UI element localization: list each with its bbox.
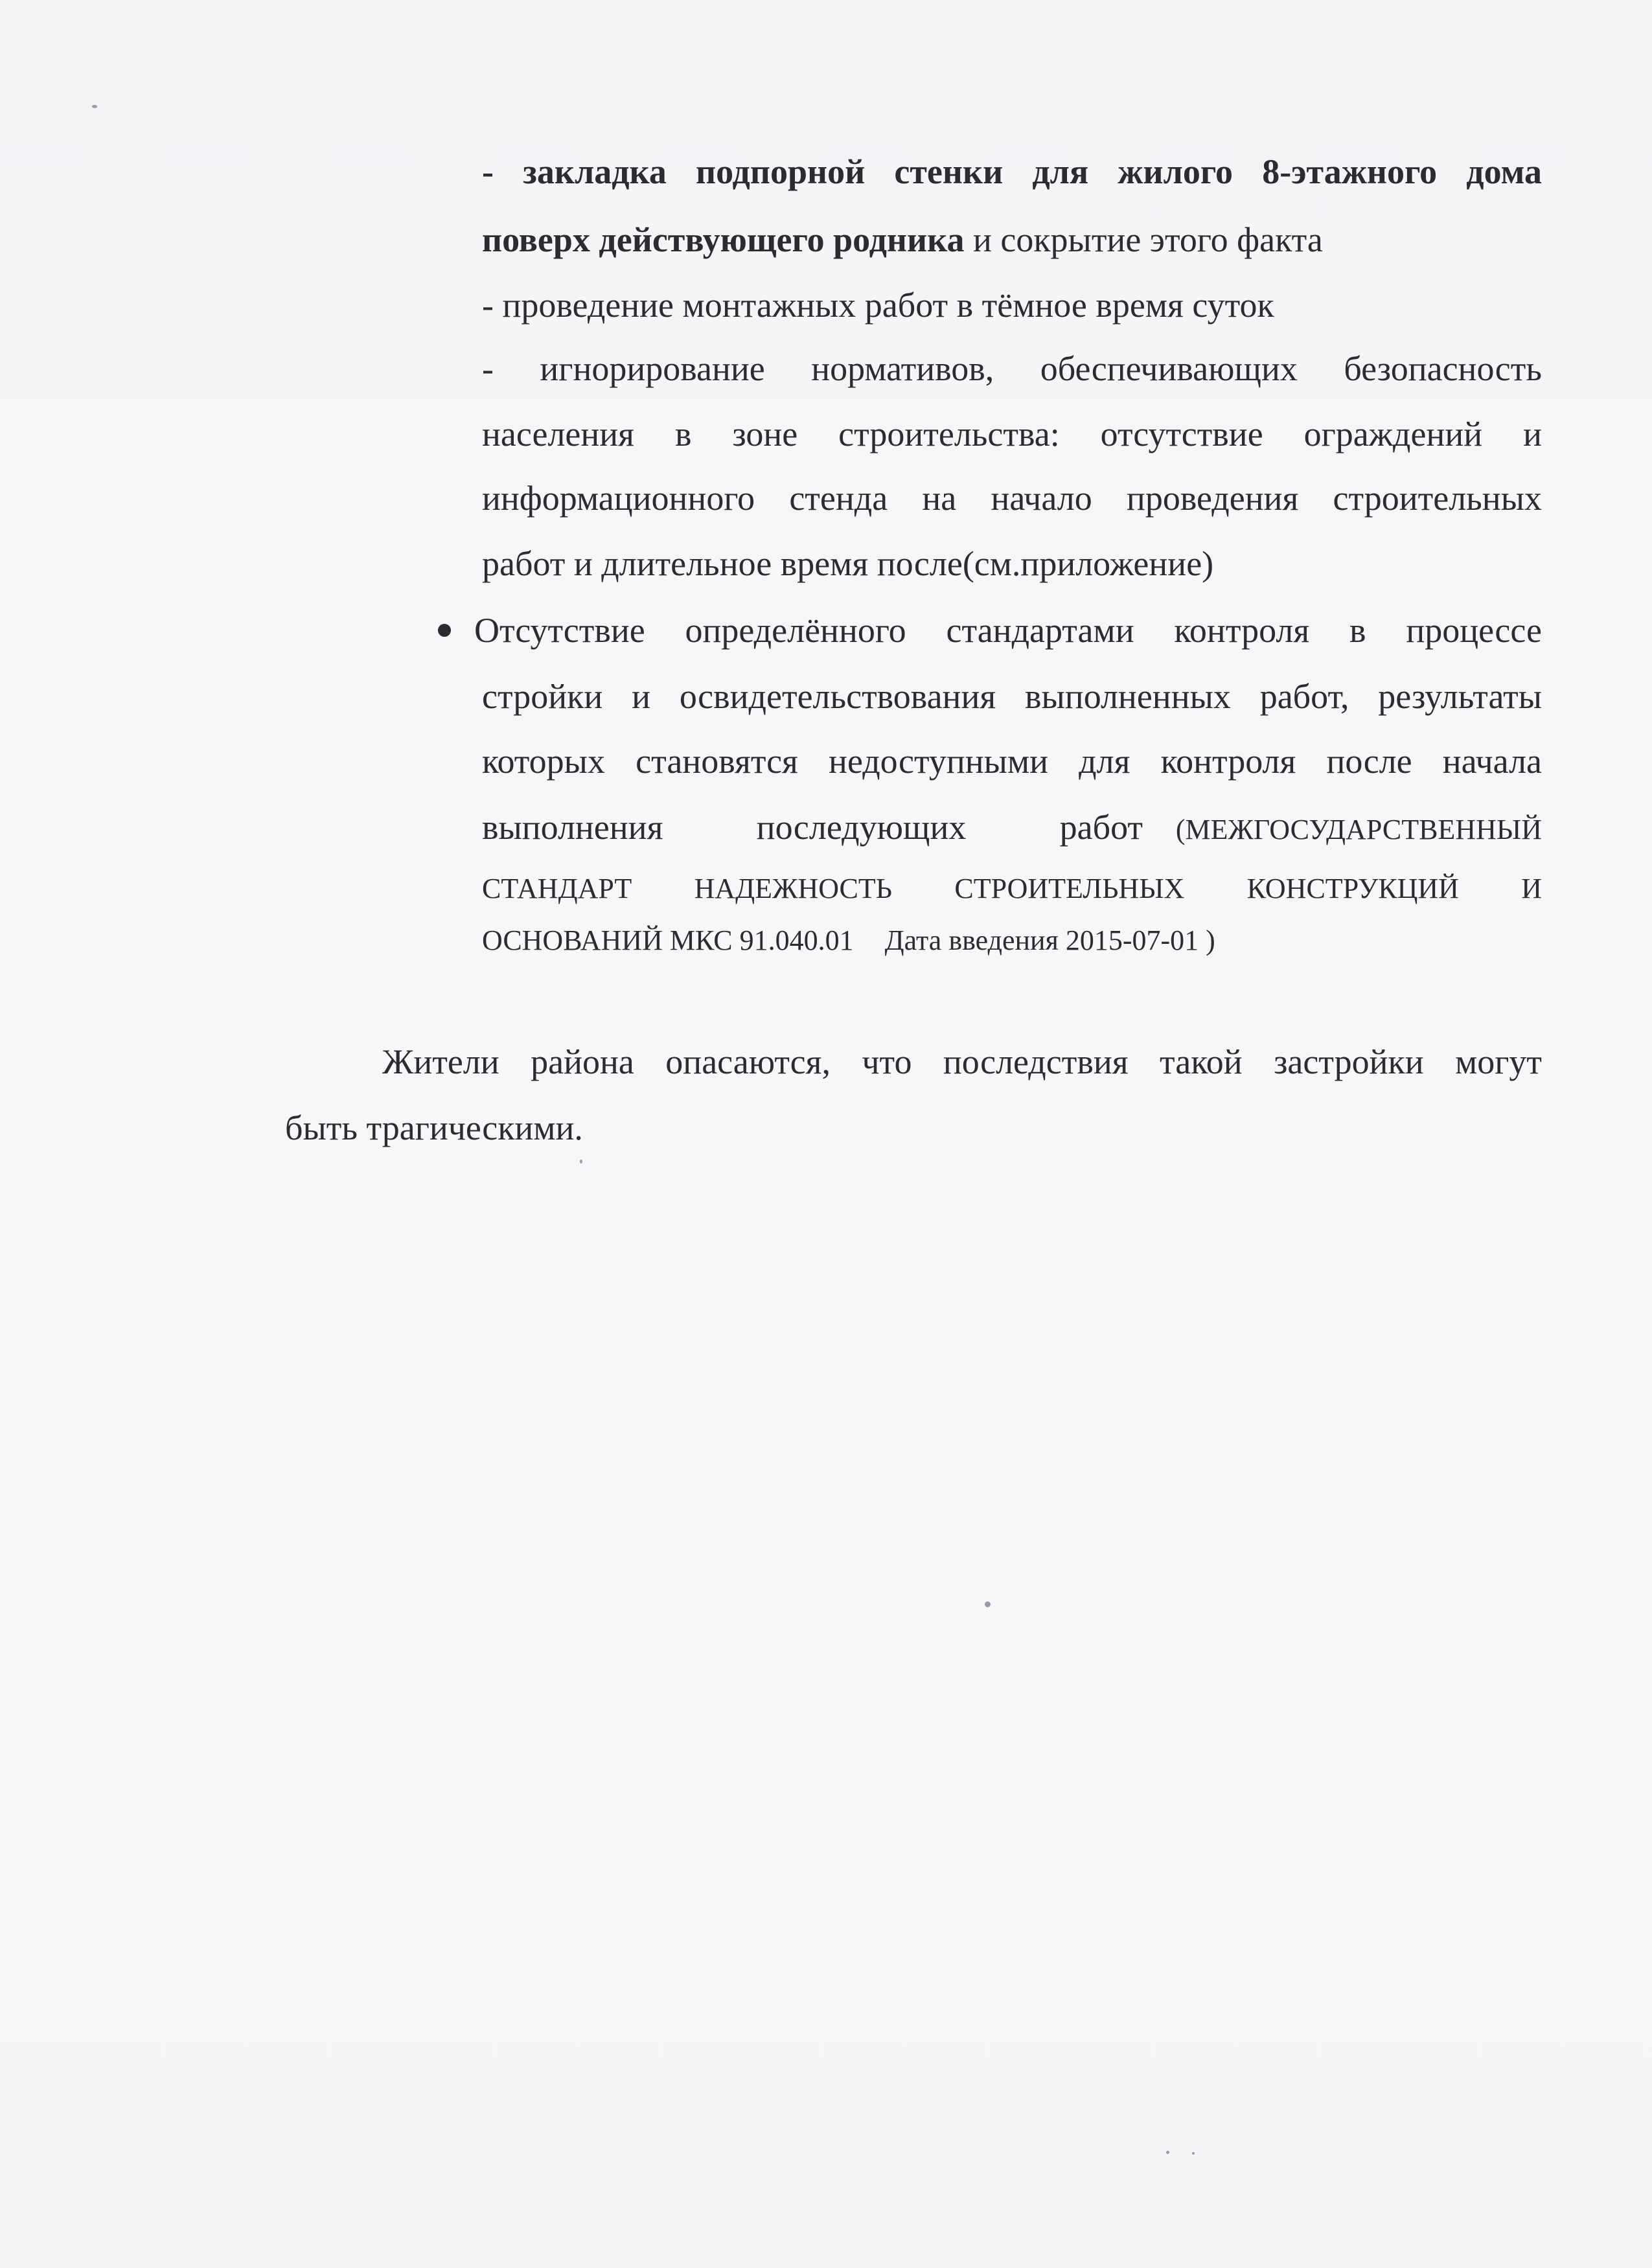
bullet-item-line-2: стройки и освидетельствования выполненных работ, результаты <box>482 677 1542 716</box>
bullet-item-line-5: СТАНДАРТ НАДЕЖНОСТЬ СТРОИТЕЛЬНЫХ КОНСТРУКЦИЙ И <box>482 873 1542 904</box>
bullet-item-line-6 <box>482 926 1215 955</box>
scan-speck <box>580 1160 582 1163</box>
sublist-item-3-line-4: работ и длительное время после(см.приложение) <box>482 544 1214 583</box>
sublist-item-1-line-2 <box>482 222 1323 257</box>
closing-line-2: быть трагическими. <box>285 1108 583 1147</box>
bullet-dot-icon <box>438 624 451 637</box>
standard-code: ОСНОВАНИЙ МКС 91.040.01 <box>482 924 854 956</box>
scan-speck <box>985 1601 991 1607</box>
sublist-item-3-line-1: - игнорирование нормативов, обеспечивающих безопасность <box>482 349 1542 388</box>
standard-reference-open: (МЕЖГОСУДАРСТВЕННЫЙ <box>1175 814 1542 845</box>
sublist-item-3-line-2: населения в зоне строительства: отсутствие ограждений и <box>482 415 1542 453</box>
scan-speck <box>1166 2151 1169 2154</box>
sublist-item-1-line-1: - закладка подпорной стенки для жилого 8-этажного дома <box>482 152 1542 191</box>
sublist-item-1-bold-text: поверх действующего родника <box>482 220 965 259</box>
bullet-item-line-4-text-inner: выполнения последующих работ <box>482 808 1143 847</box>
bullet-item-line-4-text <box>482 810 1143 845</box>
standard-date: Дата введения 2015-07-01 ) <box>884 924 1215 956</box>
bullet-item-line-4 <box>482 810 1542 845</box>
sublist-item-1-rest-text: и сокрытие этого факта <box>964 220 1323 259</box>
scan-speck <box>1192 2152 1195 2155</box>
scan-speck <box>92 105 97 108</box>
sublist-item-2: - проведение монтажных работ в тёмное время суток <box>482 286 1274 325</box>
bullet-item-line-1: Отсутствие определённого стандартами контроля в процессе <box>474 611 1542 650</box>
sublist-item-3-line-3: информационного стенда на начало проведения строительных <box>482 479 1542 518</box>
closing-line-1: Жители района опасаются, что последствия такой застройки могут <box>382 1042 1542 1081</box>
bullet-item-line-3: которых становятся недоступными для контроля после начала <box>482 742 1542 781</box>
